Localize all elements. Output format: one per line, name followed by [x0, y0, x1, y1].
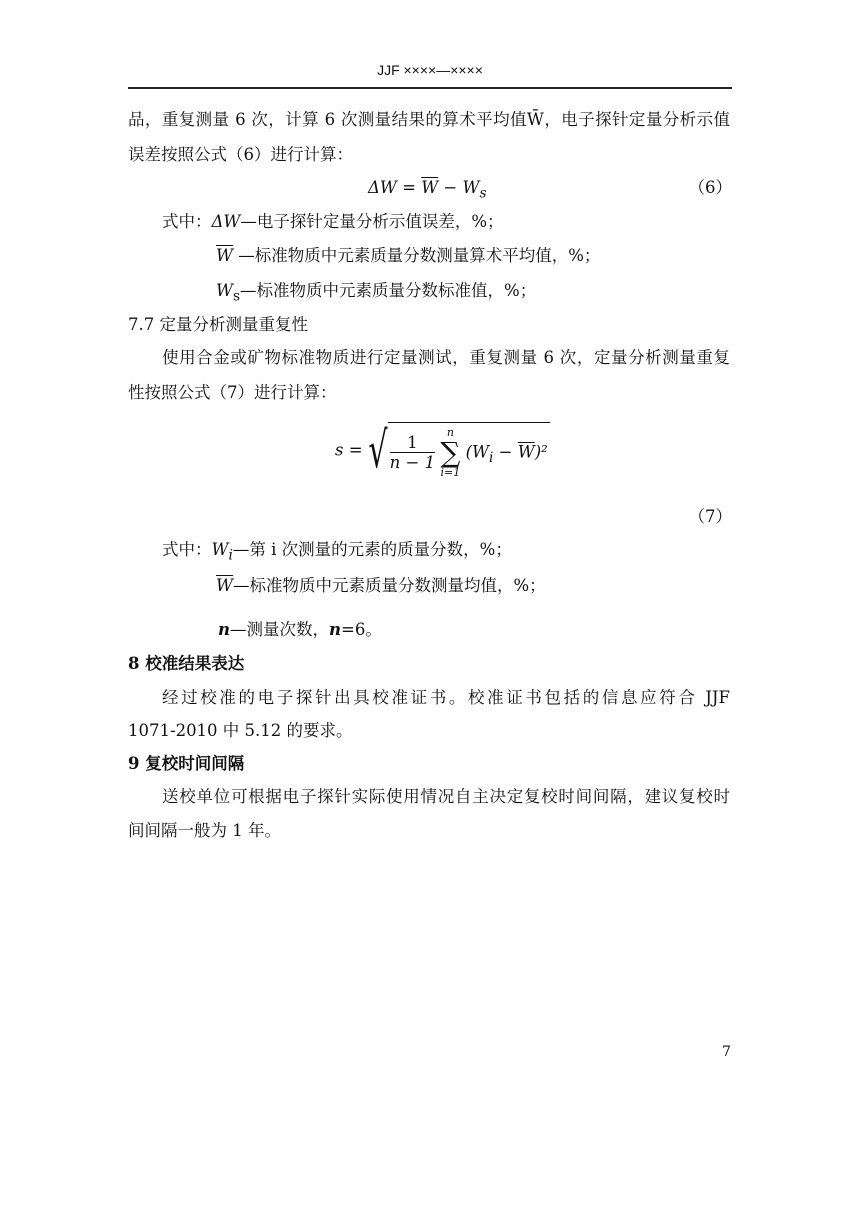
description: —标准物质中元素质量分数测量均值，%；	[232, 576, 546, 595]
symbol: W	[216, 281, 233, 300]
section-heading-7-7: 7.7 定量分析测量重复性	[128, 315, 308, 334]
formula-7	[335, 420, 550, 480]
formula-text: ΔW =	[368, 178, 422, 197]
symbol: n	[218, 620, 230, 639]
page-number: 7	[722, 1044, 731, 1060]
symbol: ΔW	[211, 212, 241, 231]
paragraph-line: 经过校准的电子探针出具校准证书。校准证书包括的信息应符合 JJF	[162, 688, 730, 707]
formula-text: $\overline{W}$	[517, 442, 535, 461]
description: —第 i 次测量的元素的质量分数，%；	[232, 540, 512, 559]
sqrt-icon: √	[368, 421, 388, 479]
section-heading-9: 9 复校时间间隔	[128, 754, 245, 773]
formula-text: i	[489, 449, 494, 466]
formula-text: s =	[335, 440, 368, 460]
formula-6	[368, 177, 487, 204]
section-heading-8: 8 校准结果表达	[128, 654, 245, 673]
description: —标准物质中元素质量分数标准值，%；	[240, 281, 537, 300]
equation-number: （7）	[688, 507, 732, 526]
sigma-icon: ∑	[440, 435, 461, 469]
denominator: n − 1	[389, 453, 436, 472]
description: —电子探针定量分析示值误差，%；	[240, 212, 504, 231]
symbol: $\overline{W}$	[216, 576, 233, 595]
symbol: n	[329, 620, 341, 639]
definition-line	[216, 245, 600, 267]
formula-text: s	[479, 185, 487, 202]
summation	[440, 427, 460, 479]
paragraph-line: 使用合金或矿物标准物质进行定量测试，重复测量 6 次，定量分析测量重复	[162, 348, 730, 367]
fraction	[390, 433, 435, 472]
formula-text: $\overline{W}$	[421, 178, 439, 197]
formula-text: −	[493, 442, 518, 461]
definition-line	[162, 211, 504, 233]
paragraph-line: 品，重复测量 6 次，计算 6 次测量结果的算术平均值W̄，电子探针定量分析示值	[128, 110, 730, 129]
header-rule	[128, 87, 732, 89]
formula-text: (W	[465, 442, 490, 461]
equation-number: （6）	[688, 178, 732, 197]
symbol-sub: s	[232, 288, 241, 305]
description: =6。	[341, 620, 382, 639]
definition-line	[162, 539, 512, 566]
page-header: JJF ××××—××××	[377, 62, 483, 78]
formula-text: − W	[438, 178, 480, 197]
sum-upper: n	[446, 425, 454, 439]
paragraph-line: 误差按照公式（6）进行计算：	[128, 145, 353, 164]
definition-line	[218, 619, 382, 641]
paragraph-line: 间间隔一般为 1 年。	[128, 821, 281, 840]
symbol: $\overline{W}$	[216, 246, 233, 265]
paragraph-line: 性按照公式（7）进行计算：	[128, 383, 337, 402]
definition-line	[216, 280, 536, 307]
symbol-sub: i	[228, 547, 233, 564]
description: —测量次数，	[230, 620, 329, 639]
description: —标准物质中元素质量分数测量算术平均值，%；	[232, 246, 601, 265]
paragraph-line: 1071-2010 中 5.12 的要求。	[128, 721, 353, 740]
symbol: W	[211, 540, 229, 559]
paragraph-line: 送校单位可根据电子探针实际使用情况自主决定复校时间间隔，建议复校时	[162, 787, 730, 806]
label: 式中：	[162, 540, 212, 559]
numerator: 1	[390, 433, 435, 453]
formula-text: )²	[534, 442, 548, 461]
label: 式中：	[162, 212, 212, 231]
definition-line	[216, 575, 546, 597]
sum-lower: i=1	[440, 465, 461, 479]
